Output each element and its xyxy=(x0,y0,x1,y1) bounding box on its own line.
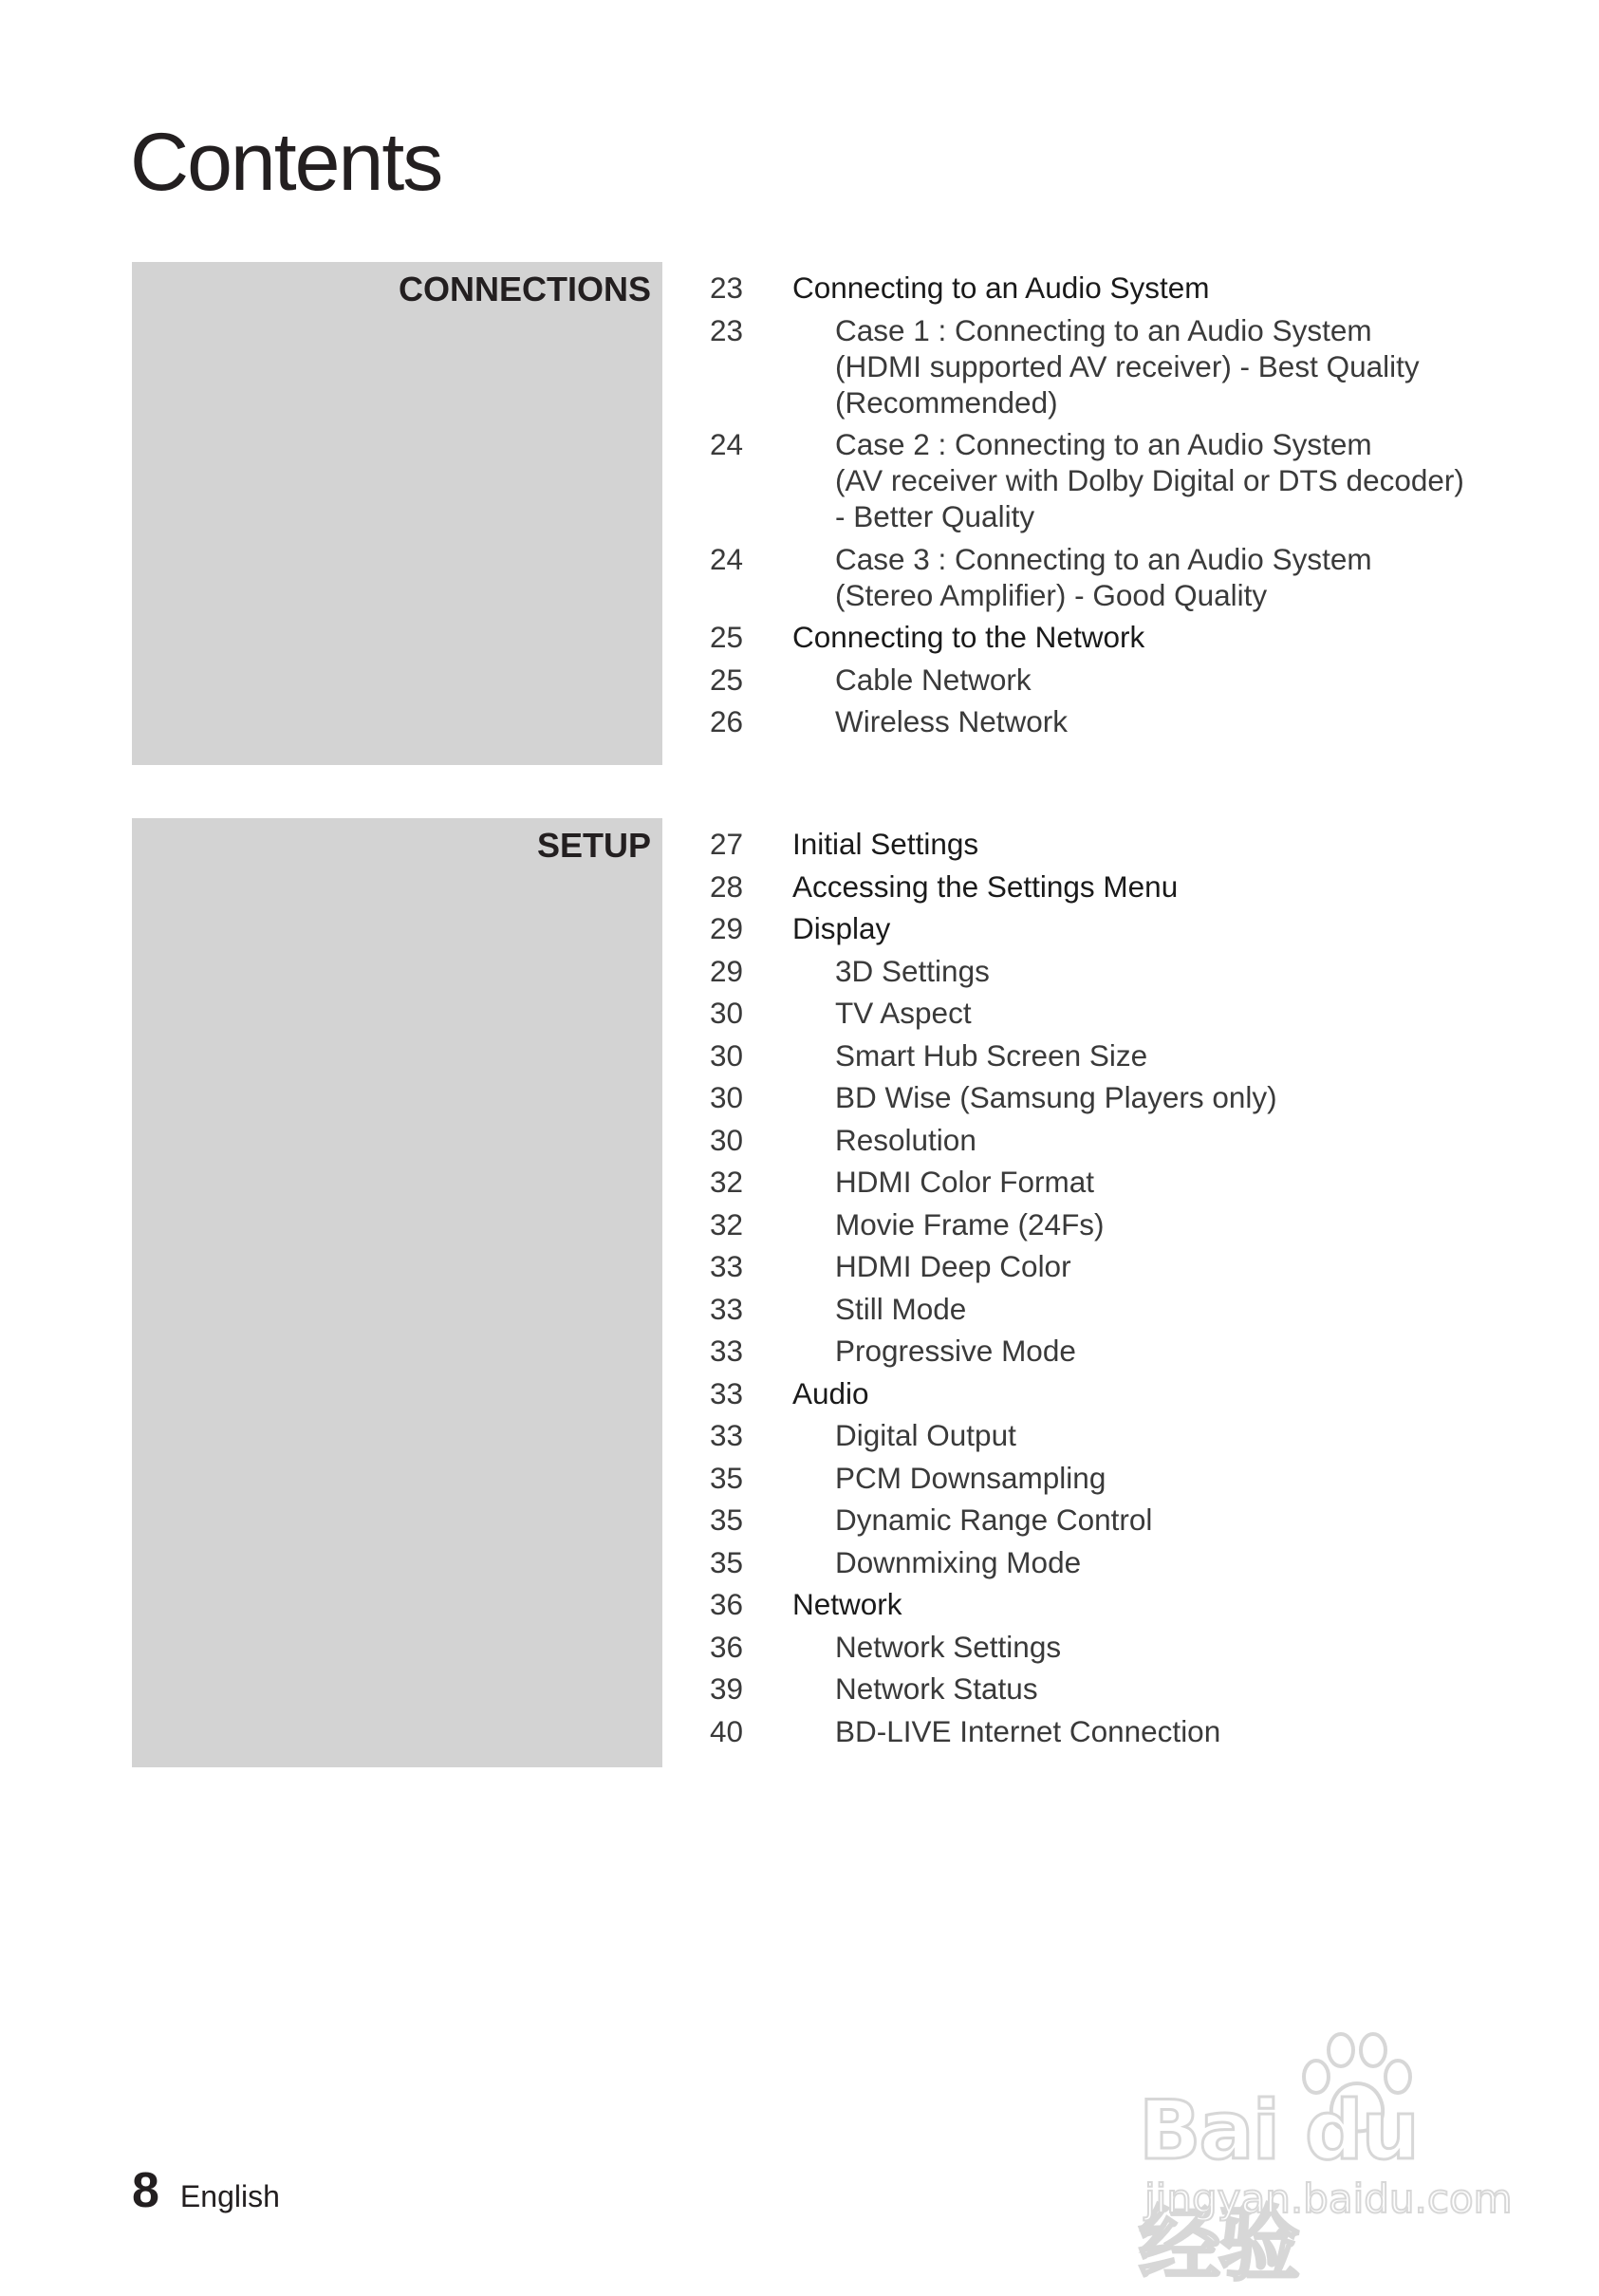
toc-entry-title: Initial Settings xyxy=(792,827,979,861)
toc-entry-title: Case 3 : Connecting to an Audio System (Stereo Amplifier) - Good Quality xyxy=(835,541,1372,612)
toc-page-number: 23 xyxy=(710,312,744,347)
toc-entry-title: Case 1 : Connecting to an Audio System (HDMI supported AV receiver) - Best Quality (Recommended) xyxy=(835,312,1420,420)
toc-page-number: 32 xyxy=(710,1206,744,1241)
toc-entry-title: Connecting to the Network xyxy=(792,620,1145,654)
toc-entry-title: HDMI Color Format xyxy=(835,1165,1095,1199)
toc-page-number: 33 xyxy=(710,1249,744,1283)
toc-entry xyxy=(710,1713,1469,1749)
toc-entry xyxy=(710,426,1469,534)
toc-page-number: 23 xyxy=(710,271,744,305)
toc-page-number: 24 xyxy=(710,427,744,461)
section-panel xyxy=(132,818,662,1767)
toc-entry-title: Case 2 : Connecting to an Audio System (AV receiver with Dolby Digital or DTS decoder) - Better Quality xyxy=(835,427,1464,533)
toc-entry-title: Wireless Network xyxy=(835,704,1069,738)
toc-entry xyxy=(710,1586,1469,1622)
section-panel xyxy=(132,262,662,765)
toc-page-number: 24 xyxy=(710,541,744,576)
toc-list xyxy=(710,826,1469,1755)
toc-page-number: 26 xyxy=(710,704,744,738)
toc-entry xyxy=(710,270,1469,306)
toc-page-number: 32 xyxy=(710,1165,744,1199)
toc-entry xyxy=(710,1629,1469,1665)
toc-page-number: 30 xyxy=(710,996,744,1030)
toc-entry xyxy=(710,541,1469,613)
toc-entry xyxy=(710,1122,1469,1158)
section-connections xyxy=(0,262,1599,765)
toc-entry xyxy=(710,619,1469,655)
toc-entry xyxy=(710,1417,1469,1453)
toc-page-number: 27 xyxy=(710,827,744,861)
toc-entry xyxy=(710,868,1469,905)
toc-page-number: 33 xyxy=(710,1418,744,1452)
section-setup xyxy=(0,818,1599,1767)
baidu-watermark xyxy=(1139,2031,1518,2292)
toc-entry xyxy=(710,662,1469,698)
toc-entry-title: Progressive Mode xyxy=(835,1334,1076,1368)
toc-page-number: 36 xyxy=(710,1587,744,1621)
toc-entry xyxy=(710,1460,1469,1496)
toc-entry-title: BD-LIVE Internet Connection xyxy=(835,1713,1221,1748)
section-heading: CONNECTIONS xyxy=(398,270,651,308)
toc-entry-title: Still Mode xyxy=(835,1291,967,1326)
toc-page-number: 28 xyxy=(710,868,744,904)
toc-page-number: 33 xyxy=(710,1291,744,1326)
toc-entry-title: Network Status xyxy=(835,1671,1038,1706)
toc-entry xyxy=(710,1248,1469,1284)
toc-entry xyxy=(710,1544,1469,1580)
page-footer xyxy=(132,2162,280,2219)
toc-entry xyxy=(710,1333,1469,1369)
toc-entry-title: Downmixing Mode xyxy=(835,1544,1082,1579)
toc-entry-title: Accessing the Settings Menu xyxy=(792,868,1179,904)
toc-entry-title: Network Settings xyxy=(835,1629,1062,1664)
toc-entry-title: HDMI Deep Color xyxy=(835,1249,1071,1283)
language-label: English xyxy=(179,2179,280,2213)
toc-entry-title: PCM Downsampling xyxy=(835,1460,1106,1495)
toc-entry xyxy=(710,953,1469,989)
toc-page-number: 30 xyxy=(710,1037,744,1073)
toc-page-number: 25 xyxy=(710,662,744,697)
toc-page-number: 35 xyxy=(710,1503,744,1537)
toc-entry xyxy=(710,1079,1469,1115)
toc-entry xyxy=(710,1502,1469,1538)
toc-entry xyxy=(710,1206,1469,1242)
toc-entry xyxy=(710,1291,1469,1327)
toc-page-number: 30 xyxy=(710,1122,744,1157)
toc-entry-title: 3D Settings xyxy=(835,953,990,988)
toc-entry xyxy=(710,1671,1469,1707)
toc-entry xyxy=(710,995,1469,1031)
watermark-brand: Bai du 经验 xyxy=(1139,2083,1418,2292)
toc-page-number: 35 xyxy=(710,1460,744,1495)
toc-page-number: 39 xyxy=(710,1671,744,1706)
section-heading: SETUP xyxy=(536,826,651,865)
toc-entry-title: Resolution xyxy=(835,1122,976,1157)
page-number: 8 xyxy=(132,2163,159,2218)
toc-entry-title: Connecting to an Audio System xyxy=(792,271,1210,305)
toc-page-number: 33 xyxy=(710,1375,744,1410)
toc-entry-title: Audio xyxy=(792,1375,869,1410)
toc-page-number: 33 xyxy=(710,1334,744,1368)
toc-entry xyxy=(710,312,1469,420)
toc-page-number: 36 xyxy=(710,1629,744,1664)
toc-entry-title: Display xyxy=(792,911,891,945)
toc-entry-title: Digital Output xyxy=(835,1418,1016,1452)
page-title: Contents xyxy=(130,117,442,208)
toc-entry xyxy=(710,910,1469,946)
watermark-url: jingyan.baidu.com xyxy=(1144,2175,1513,2222)
toc-list xyxy=(710,270,1469,746)
toc-page-number: 25 xyxy=(710,620,744,654)
toc-entry-title: Network xyxy=(792,1587,902,1621)
toc-entry xyxy=(710,1375,1469,1411)
toc-entry xyxy=(710,1164,1469,1200)
toc-entry-title: BD Wise (Samsung Players only) xyxy=(835,1080,1277,1114)
toc-page-number: 29 xyxy=(710,953,744,988)
toc-entry-title: Smart Hub Screen Size xyxy=(835,1037,1148,1073)
toc-entry xyxy=(710,1037,1469,1073)
toc-page-number: 40 xyxy=(710,1713,744,1748)
toc-entry-title: TV Aspect xyxy=(835,996,972,1030)
toc-page-number: 35 xyxy=(710,1544,744,1579)
toc-entry-title: Cable Network xyxy=(835,662,1032,697)
toc-entry-title: Movie Frame (24Fs) xyxy=(835,1206,1105,1241)
toc-page-number: 30 xyxy=(710,1080,744,1114)
toc-entry xyxy=(710,826,1469,862)
toc-page-number: 29 xyxy=(710,911,744,945)
toc-entry xyxy=(710,703,1469,739)
toc-entry-title: Dynamic Range Control xyxy=(835,1503,1153,1537)
